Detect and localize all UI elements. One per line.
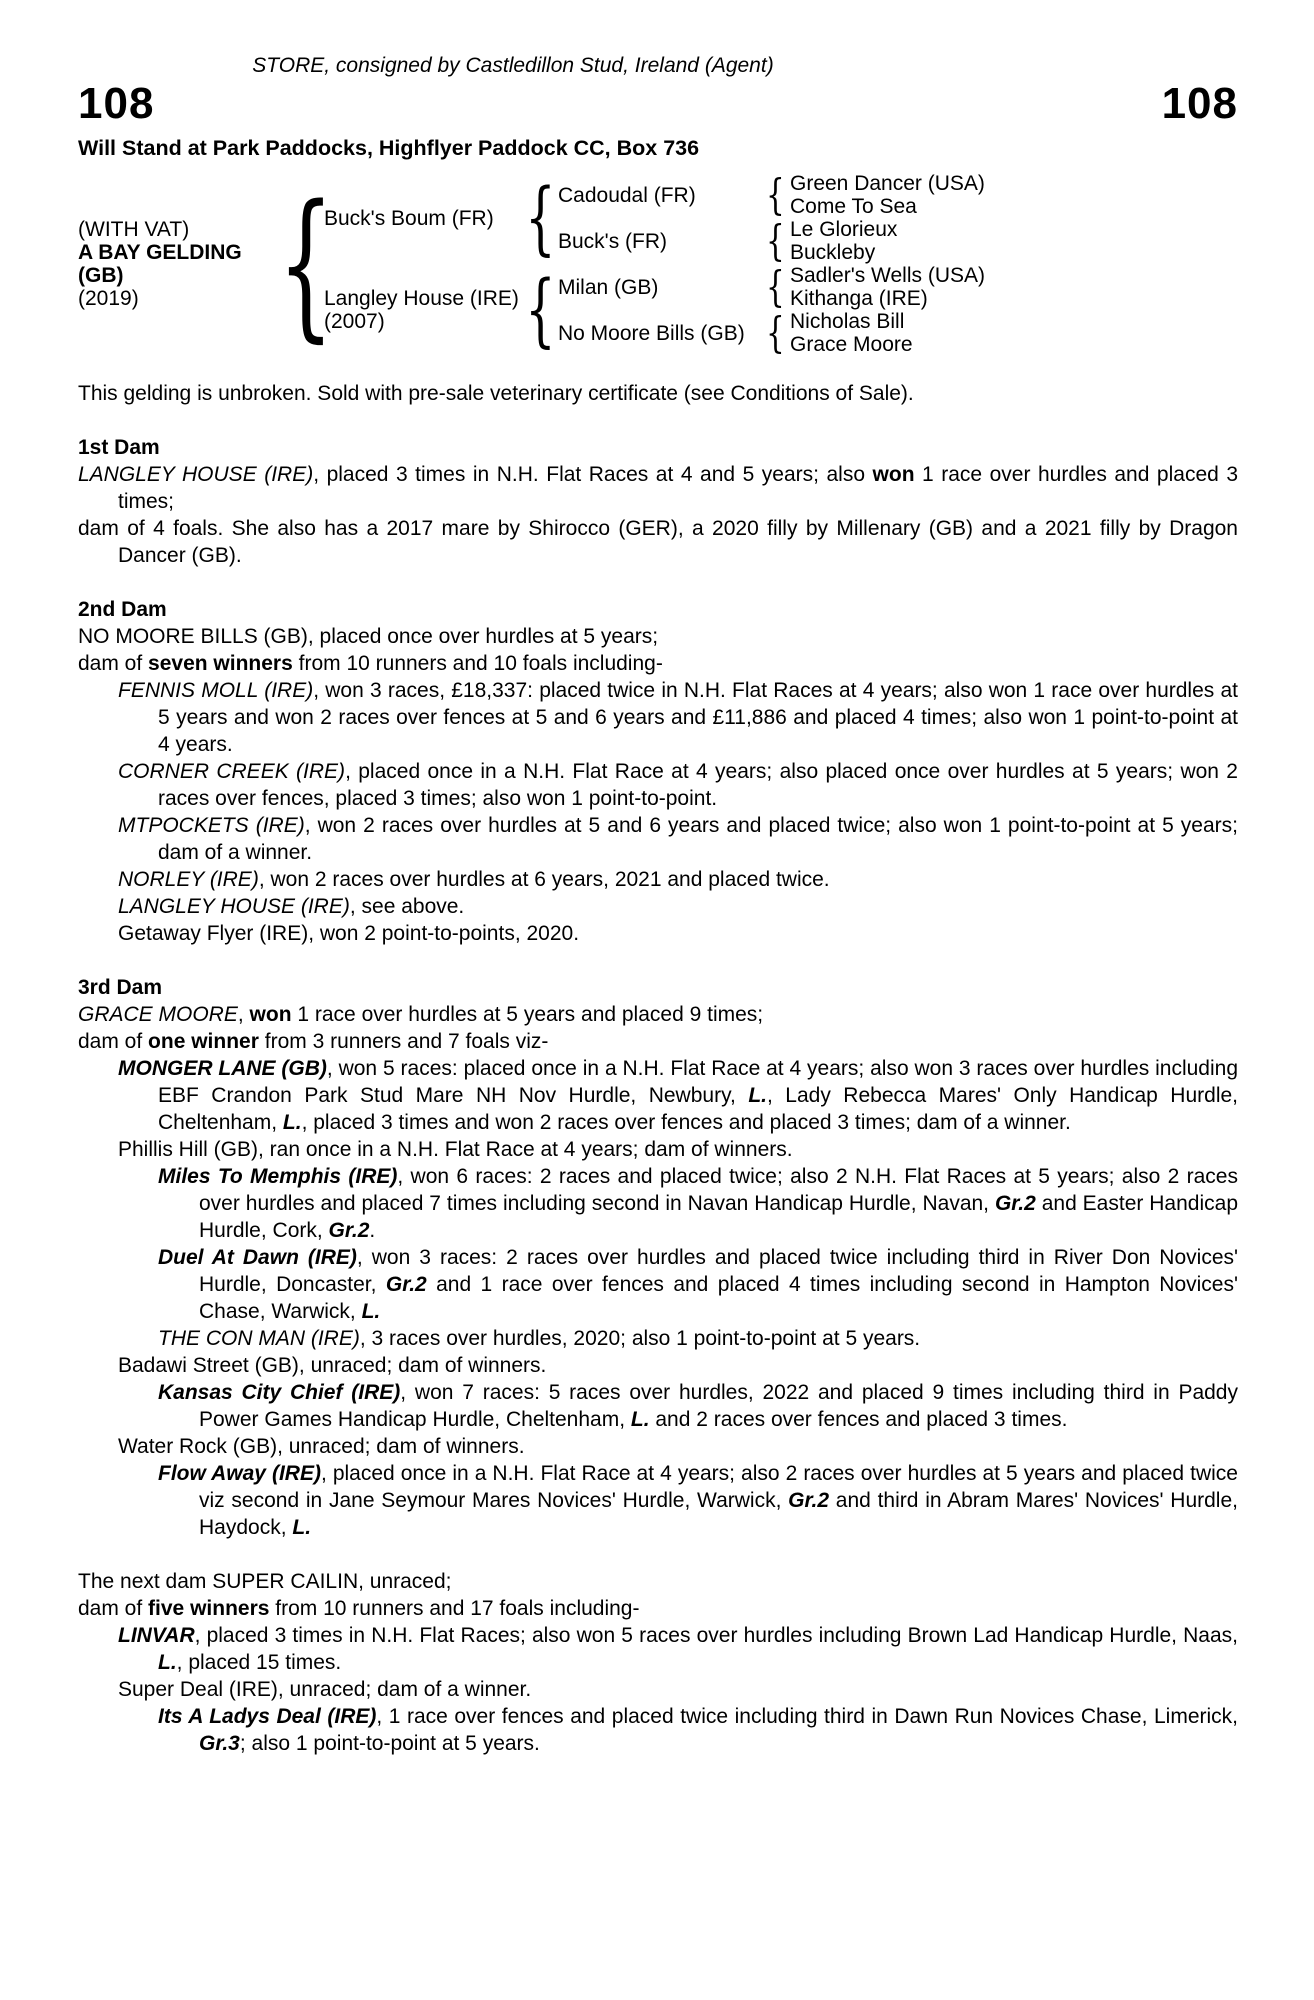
text-run: and Easter Handicap Hurdle, Cork, bbox=[199, 1192, 1238, 1242]
catalog-paragraph bbox=[78, 1703, 1238, 1757]
pedigree-table bbox=[78, 172, 1238, 356]
text-run: Badawi Street (GB), unraced; dam of winners. bbox=[118, 1354, 547, 1377]
text-run: , Lady Rebecca Mares' Only Handicap Hurdle, Cheltenham, bbox=[158, 1084, 1239, 1134]
first-dam-section bbox=[78, 434, 1238, 569]
catalog-sections bbox=[78, 434, 1238, 1757]
horse-name-line1: A BAY GELDING bbox=[78, 241, 242, 264]
text-run: five winners bbox=[148, 1597, 270, 1620]
text-run: dam of bbox=[78, 1597, 149, 1620]
text-run: THE CON MAN (IRE) bbox=[158, 1327, 360, 1350]
text-run: won bbox=[872, 463, 915, 486]
granddam-paternal: Buck's (FR) bbox=[558, 229, 668, 253]
pedigree-brace-gp3 bbox=[760, 312, 790, 354]
horse-name-line2: (GB) bbox=[78, 264, 124, 287]
pedigree-brace-main bbox=[288, 184, 324, 344]
text-run: , placed once in a N.H. Flat Race at 4 years; also placed once over hurdles at 5 years; won 2 races over fences, placed 3 times; also won 1 point-to-point. bbox=[158, 760, 1238, 810]
pedigree-brace-gp1 bbox=[760, 220, 790, 262]
lot-number-right: 108 bbox=[1161, 79, 1238, 128]
text-run: , bbox=[237, 1003, 250, 1026]
catalog-paragraph bbox=[78, 920, 1238, 947]
text-run: , won 2 races over hurdles at 6 years, 2021 and placed twice. bbox=[258, 868, 830, 891]
text-run: L. bbox=[282, 1111, 302, 1134]
text-run: . bbox=[369, 1219, 376, 1242]
text-run: and 2 races over fences and placed 3 times. bbox=[649, 1408, 1068, 1431]
horse-year: (2019) bbox=[78, 287, 139, 310]
text-run: LINVAR bbox=[118, 1624, 195, 1647]
text-run: , placed 3 times in N.H. Flat Races at 4 and 5 years; also bbox=[313, 463, 873, 486]
text-run: , won 5 races: placed once in a N.H. Flat Race at 4 years; also won 3 races over hurdles including EBF Crandon Park Stud Mare NH Nov Hurdle, Newbury, bbox=[158, 1057, 1238, 1107]
text-run: dam of bbox=[78, 1030, 149, 1053]
great-grandparent-1: Green Dancer (USA) bbox=[790, 172, 985, 195]
catalog-paragraph bbox=[78, 515, 1238, 569]
text-run: , won 6 races: 2 races and placed twice; also 2 N.H. Flat Races at 5 years; also 2 races over hurdles and placed 7 times including second in Navan Handicap Hurdle, Navan, bbox=[199, 1165, 1238, 1215]
section-heading: 1st Dam bbox=[78, 436, 160, 459]
pedigree-brace-dam bbox=[522, 270, 558, 350]
text-run: Miles To Memphis (IRE) bbox=[158, 1165, 398, 1188]
catalog-paragraph bbox=[78, 1055, 1238, 1136]
catalog-paragraph bbox=[78, 1352, 1238, 1379]
grandsire-maternal: Milan (GB) bbox=[558, 275, 659, 299]
catalog-paragraph bbox=[78, 677, 1238, 758]
text-run: L. bbox=[158, 1651, 177, 1674]
great-grandparent-6: Kithanga (IRE) bbox=[790, 287, 928, 310]
pedigree-brace-sire bbox=[522, 178, 558, 258]
text-run: FENNIS MOLL (IRE) bbox=[118, 679, 314, 702]
text-run: LANGLEY HOUSE (IRE) bbox=[118, 895, 350, 918]
text-run: Getaway Flyer (IRE), won 2 point-to-points, 2020. bbox=[118, 922, 580, 945]
catalog-paragraph bbox=[78, 1136, 1238, 1163]
text-run: CORNER CREEK (IRE) bbox=[118, 760, 346, 783]
dam-name: Langley House (IRE) bbox=[324, 287, 519, 310]
text-run: Its A Ladys Deal (IRE) bbox=[158, 1705, 377, 1728]
catalog-paragraph bbox=[78, 866, 1238, 893]
catalog-paragraph bbox=[78, 1622, 1238, 1676]
text-run: L. bbox=[748, 1084, 767, 1107]
catalog-paragraph bbox=[78, 1001, 1238, 1028]
catalog-paragraph bbox=[78, 1595, 1238, 1622]
text-run: NO MOORE BILLS (GB), placed once over hurdles at 5 years; bbox=[78, 625, 659, 648]
text-run: , placed once in a N.H. Flat Race at 4 years; also 2 races over hurdles at 5 years and placed twice viz second in Jane Seymour Mares Novices' Hurdle, Warwick, bbox=[199, 1462, 1238, 1512]
text-run: MONGER LANE (GB) bbox=[118, 1057, 327, 1080]
text-run: from 10 runners and 17 foals including- bbox=[269, 1597, 640, 1620]
text-run: NORLEY (IRE) bbox=[118, 868, 259, 891]
text-run: Super Deal (IRE), unraced; dam of a winner. bbox=[118, 1678, 532, 1701]
lot-number-row bbox=[78, 81, 1238, 127]
catalog-paragraph bbox=[78, 1433, 1238, 1460]
text-run: , won 3 races, £18,337: placed twice in N.H. Flat Races at 4 years; also won 1 race over hurdles at 5 years and won 2 races over fences at 5 and 6 years and £11,886 and placed 4 times; also won 1 point-to-point at 4 years. bbox=[158, 679, 1238, 756]
catalog-paragraph bbox=[78, 1379, 1238, 1433]
text-run: one winner bbox=[148, 1030, 259, 1053]
dam-year: (2007) bbox=[324, 310, 385, 333]
catalog-paragraph bbox=[78, 1676, 1238, 1703]
text-run: , placed 3 times and won 2 races over fences and placed 3 times; dam of a winner. bbox=[301, 1111, 1071, 1134]
text-run: Kansas City Chief (IRE) bbox=[158, 1381, 401, 1404]
text-run: Duel At Dawn (IRE) bbox=[158, 1246, 357, 1269]
text-run: Gr.2 bbox=[788, 1489, 830, 1512]
pedigree-brace-gp2 bbox=[760, 266, 790, 308]
text-run: Flow Away (IRE) bbox=[158, 1462, 321, 1485]
catalog-paragraph bbox=[78, 758, 1238, 812]
text-run: The next dam SUPER CAILIN, unraced; bbox=[78, 1570, 452, 1593]
horse-name-block bbox=[78, 218, 288, 310]
vat-label: (WITH VAT) bbox=[78, 218, 190, 241]
text-run: seven winners bbox=[148, 652, 293, 675]
catalog-paragraph bbox=[78, 650, 1238, 677]
text-run: , won 7 races: 5 races over hurdles, 2022 and placed 9 times including third in Paddy Power Games Handicap Hurdle, Cheltenham, bbox=[199, 1381, 1238, 1431]
great-grandparent-4: Buckleby bbox=[790, 241, 876, 264]
text-run: from 3 runners and 7 foals viz- bbox=[258, 1030, 549, 1053]
text-run: Gr.3 bbox=[199, 1732, 240, 1755]
text-run: 1 race over hurdles at 5 years and placed 9 times; bbox=[291, 1003, 764, 1026]
stand-location-line: Will Stand at Park Paddocks, Highflyer Paddock CC, Box 736 bbox=[78, 136, 700, 160]
text-run: 1 race over hurdles and placed 3 times; bbox=[118, 463, 1239, 513]
text-run: and third in Abram Mares' Novices' Hurdle, Haydock, bbox=[199, 1489, 1238, 1539]
great-grandparent-2: Come To Sea bbox=[790, 195, 917, 218]
catalog-paragraph bbox=[78, 1325, 1238, 1352]
great-grandparent-3: Le Glorieux bbox=[790, 218, 898, 241]
catalog-paragraph bbox=[78, 893, 1238, 920]
grandsire-paternal: Cadoudal (FR) bbox=[558, 183, 696, 207]
text-run: dam of 4 foals. She also has a 2017 mare by Shirocco (GER), a 2020 filly by Millenary (GB) and a 2021 filly by Dragon Dancer (GB). bbox=[78, 517, 1238, 567]
text-run: ; also 1 point-to-point at 5 years. bbox=[239, 1732, 540, 1755]
text-run: L. bbox=[361, 1300, 381, 1323]
section-heading: 2nd Dam bbox=[78, 598, 167, 621]
catalog-paragraph bbox=[78, 1163, 1238, 1244]
text-run: Phillis Hill (GB), ran once in a N.H. Flat Race at 4 years; dam of winners. bbox=[118, 1138, 793, 1161]
text-run: Gr.2 bbox=[385, 1273, 427, 1296]
text-run: dam of bbox=[78, 652, 149, 675]
text-run: Gr.2 bbox=[994, 1192, 1036, 1215]
text-run: and 1 race over fences and placed 4 times including second in Hampton Novices' Chase, Warwick, bbox=[199, 1273, 1238, 1323]
granddam-maternal: No Moore Bills (GB) bbox=[558, 321, 745, 345]
text-run: L. bbox=[292, 1516, 312, 1539]
text-run: MTPOCKETS (IRE) bbox=[118, 814, 305, 837]
text-run: Water Rock (GB), unraced; dam of winners. bbox=[118, 1435, 525, 1458]
text-run: , placed 3 times in N.H. Flat Races; also won 5 races over hurdles including Brown Lad Handicap Hurdle, Naas, bbox=[194, 1624, 1238, 1647]
text-run: L. bbox=[630, 1408, 650, 1431]
sire-name: Buck's Boum (FR) bbox=[324, 206, 494, 230]
text-run: won bbox=[249, 1003, 292, 1026]
pedigree-brace-gp0 bbox=[760, 174, 790, 216]
catalog-paragraph bbox=[78, 1244, 1238, 1325]
catalog-paragraph bbox=[78, 461, 1238, 515]
text-run: , won 2 races over hurdles at 5 and 6 years and placed twice; also won 1 point-to-point at 5 years; dam of a winner. bbox=[158, 814, 1238, 864]
text-run: GRACE MOORE bbox=[78, 1003, 238, 1026]
section-heading: 3rd Dam bbox=[78, 976, 163, 999]
lot-number-left: 108 bbox=[78, 79, 155, 128]
great-grandparent-7: Nicholas Bill bbox=[790, 310, 905, 333]
second-dam-section bbox=[78, 596, 1238, 947]
text-run: , 3 races over hurdles, 2020; also 1 point-to-point at 5 years. bbox=[359, 1327, 921, 1350]
text-run: LANGLEY HOUSE (IRE) bbox=[78, 463, 314, 486]
great-grandparent-5: Sadler's Wells (USA) bbox=[790, 264, 985, 287]
catalog-paragraph bbox=[78, 1028, 1238, 1055]
great-grandparent-8: Grace Moore bbox=[790, 333, 913, 356]
third-dam-section bbox=[78, 974, 1238, 1541]
text-run: , placed 15 times. bbox=[176, 1651, 342, 1674]
text-run: Gr.2 bbox=[328, 1219, 370, 1242]
catalog-paragraph bbox=[78, 1460, 1238, 1541]
catalog-paragraph bbox=[78, 623, 1238, 650]
text-run: , 1 race over fences and placed twice including third in Dawn Run Novices Chase, Limerick, bbox=[376, 1705, 1238, 1728]
text-run: from 10 runners and 10 foals including- bbox=[292, 652, 663, 675]
text-run: , won 3 races: 2 races over hurdles and placed twice including third in River Don Novices' Hurdle, Doncaster, bbox=[199, 1246, 1239, 1296]
catalog-paragraph bbox=[78, 1568, 1238, 1595]
dam-name-block bbox=[324, 287, 522, 333]
sale-condition-note: This gelding is unbroken. Sold with pre-sale veterinary certificate (see Conditions of Sale). bbox=[78, 382, 914, 405]
text-run: , see above. bbox=[349, 895, 465, 918]
consignor-line: STORE, consigned by Castledillon Stud, Ireland (Agent) bbox=[252, 54, 774, 77]
catalog-paragraph bbox=[78, 812, 1238, 866]
next-dam-section bbox=[78, 1568, 1238, 1757]
